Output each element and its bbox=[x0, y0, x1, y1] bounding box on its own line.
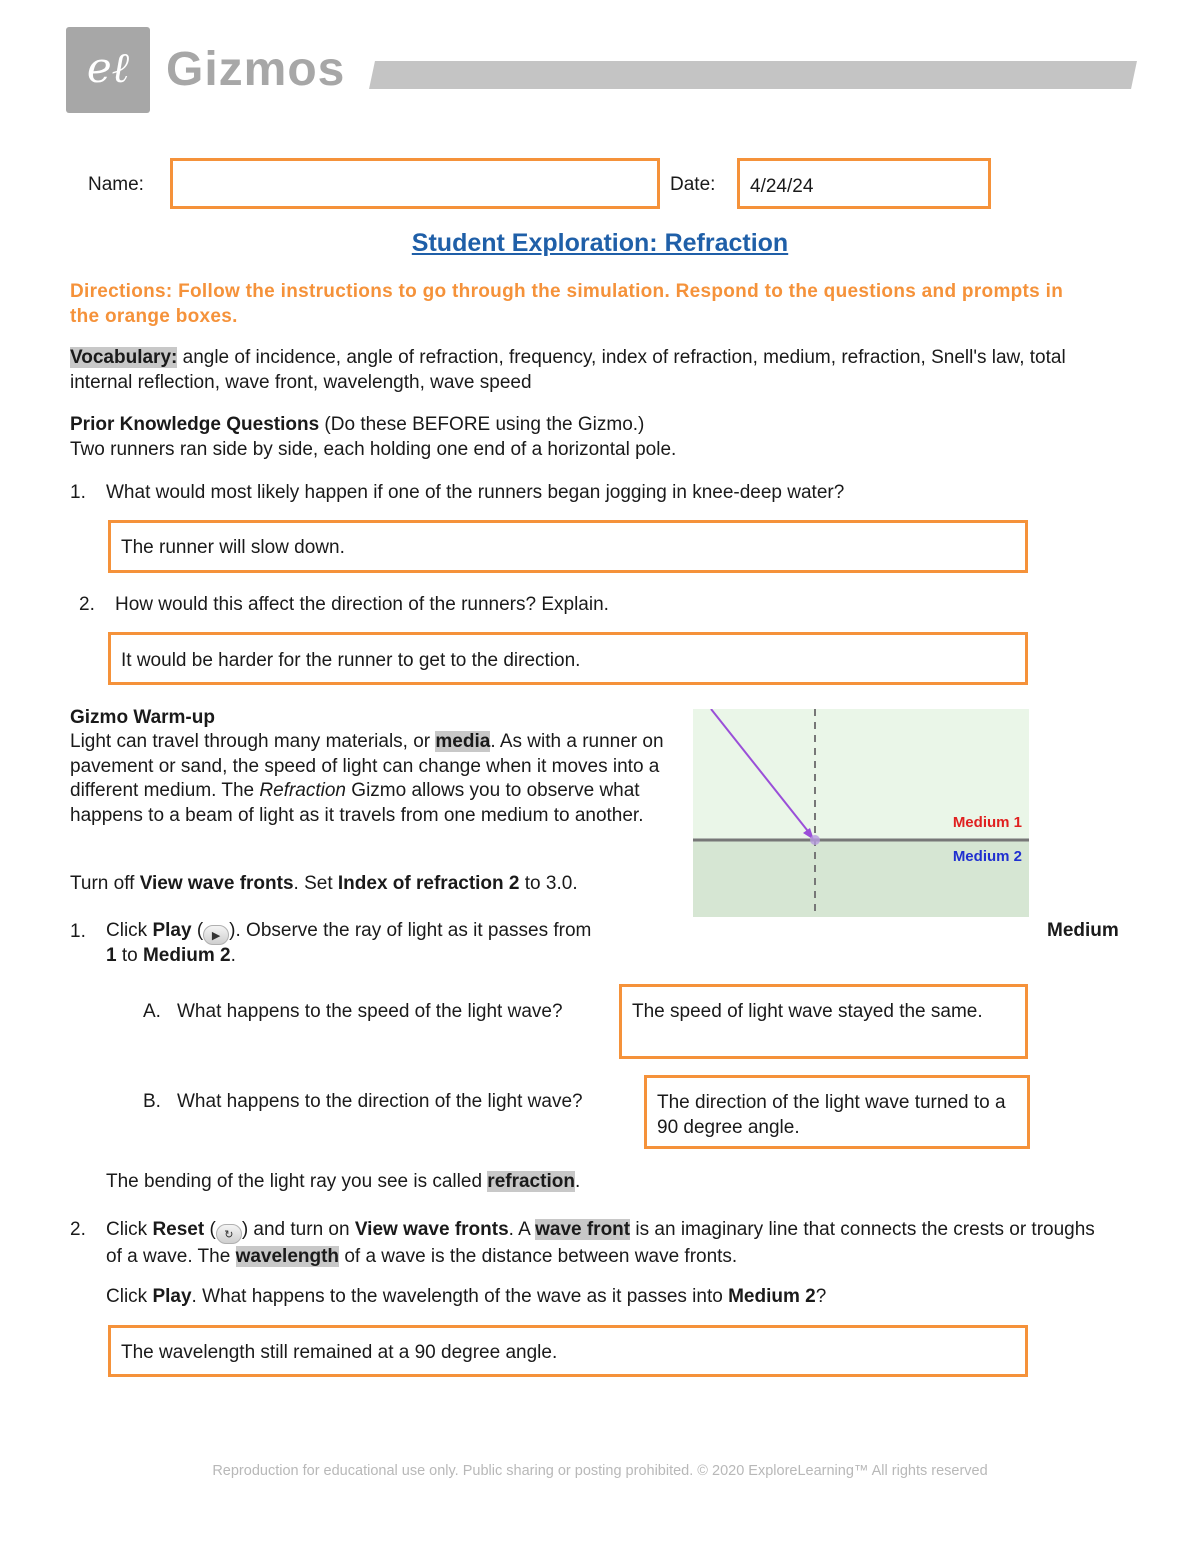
page-title: Student Exploration: Refraction bbox=[411, 229, 789, 257]
answer-wavelength: The wavelength still remained at a 90 degree angle. bbox=[121, 1342, 558, 1363]
footer: Reproduction for educational use only. Public sharing or posting prohibited. © 2020 ExploreLearning™ All rights reserved bbox=[212, 1463, 988, 1479]
step2-paragraph bbox=[106, 1217, 1096, 1269]
warmup-text-c: Gizmo allows you to observe what happens to a beam of light as it travels from one medium to another. bbox=[70, 780, 644, 826]
answer-box-direction[interactable] bbox=[644, 1075, 1030, 1149]
medium-2-label: Medium 2 bbox=[952, 848, 1022, 865]
click-text: Click bbox=[106, 920, 153, 941]
view-wave-fronts-term-2: View wave fronts bbox=[354, 1219, 509, 1240]
qb-text: What happens to the direction of the light wave? bbox=[177, 1091, 583, 1112]
name-field[interactable] bbox=[170, 158, 660, 209]
click-text-2: Click bbox=[106, 1219, 153, 1240]
play-term: Play bbox=[152, 920, 192, 941]
step1-number: 1. bbox=[70, 921, 86, 942]
to-value-text: to 3.0. bbox=[519, 873, 578, 894]
qa-label: A. bbox=[143, 1001, 161, 1022]
wave-front-definition: is an imaginary line that connects the crests or troughs of a wave. The bbox=[106, 1219, 1095, 1267]
step2-question bbox=[106, 1285, 826, 1309]
q1-number: 1. bbox=[70, 482, 86, 503]
reset-term: Reset bbox=[152, 1219, 205, 1240]
answer-direction: The direction of the light wave turned to a 90 degree angle. bbox=[657, 1092, 1006, 1138]
warmup-heading: Gizmo Warm-up bbox=[70, 707, 215, 728]
observe-text: ). Observe the ray of light as it passes from bbox=[229, 920, 592, 941]
date-field[interactable] bbox=[737, 158, 991, 209]
prior-intro: Two runners ran side by side, each holding one end of a horizontal pole. bbox=[70, 439, 677, 460]
refraction-term: refraction bbox=[487, 1171, 575, 1192]
step2-number: 2. bbox=[70, 1219, 86, 1240]
refraction-simulation-image bbox=[693, 709, 1029, 917]
date-value: 4/24/24 bbox=[750, 176, 814, 197]
warmup-text-b: . As with a runner on pavement or sand, the speed of light can change when it moves into a different medium. The bbox=[70, 731, 664, 802]
answer-box-q2[interactable] bbox=[108, 632, 1028, 685]
play-term-2: Play bbox=[152, 1286, 192, 1307]
q1-text: What would most likely happen if one of the runners began jogging in knee-deep water? bbox=[106, 482, 845, 503]
medium-number-1: 1 bbox=[106, 945, 117, 966]
logo-glyph: eℓ bbox=[86, 43, 130, 92]
qa-text: What happens to the speed of the light wave? bbox=[177, 1001, 563, 1022]
header-bar bbox=[369, 61, 1137, 89]
set-text: . Set bbox=[293, 873, 338, 894]
step1-line1 bbox=[106, 919, 591, 945]
answer-box-speed[interactable] bbox=[619, 984, 1028, 1059]
prior-heading-note: (Do these BEFORE using the Gizmo.) bbox=[319, 414, 645, 435]
vocabulary-label: Vocabulary: bbox=[70, 347, 178, 368]
name-label: Name: bbox=[88, 174, 144, 195]
answer-box-q1[interactable] bbox=[108, 520, 1028, 573]
medium-word: Medium bbox=[1047, 920, 1119, 941]
medium-2-term: Medium 2 bbox=[142, 945, 231, 966]
wavelength-definition: of a wave is the distance between wave fronts. bbox=[339, 1246, 738, 1267]
turn-off-text: Turn off bbox=[70, 873, 140, 894]
step1-line2 bbox=[106, 944, 236, 968]
wave-front-term: wave front bbox=[535, 1219, 631, 1240]
click-text-3: Click bbox=[106, 1286, 153, 1307]
paren-open: ( bbox=[191, 920, 204, 941]
to-text: to bbox=[116, 945, 143, 966]
brand-name: Gizmos bbox=[166, 43, 346, 96]
question-mark: ? bbox=[815, 1286, 827, 1307]
play-icon[interactable]: ▶ bbox=[203, 925, 229, 945]
warmup-paragraph bbox=[70, 730, 666, 828]
wavelength-term: wavelength bbox=[235, 1246, 340, 1267]
warmup-text-a: Light can travel through many materials, or bbox=[70, 731, 436, 752]
directions: Directions: Follow the instructions to go through the simulation. Respond to the questions and prompts in the orange boxes. bbox=[70, 281, 1064, 327]
vocabulary bbox=[70, 345, 1130, 395]
medium-1-label: Medium 1 bbox=[952, 814, 1022, 831]
vocabulary-text: angle of incidence, angle of refraction, frequency, index of refraction, medium, refraction, Snell's law, total internal reflection, wave front, wavelength, wave speed bbox=[70, 347, 1066, 393]
simulation-svg bbox=[693, 709, 1029, 917]
answer-q2: It would be harder for the runner to get to the direction. bbox=[121, 650, 581, 671]
answer-q1: The runner will slow down. bbox=[121, 537, 345, 558]
period: . bbox=[230, 945, 236, 966]
turn-on-text: ) and turn on bbox=[241, 1219, 355, 1240]
bending-sentence bbox=[106, 1170, 580, 1194]
media-term: media bbox=[435, 731, 491, 752]
prior-heading: Prior Knowledge Questions bbox=[70, 414, 320, 435]
reset-icon[interactable]: ↻ bbox=[216, 1224, 242, 1244]
index-term: Index of refraction 2 bbox=[337, 873, 520, 894]
refraction-italic: Refraction bbox=[259, 780, 347, 802]
incidence-point bbox=[810, 835, 820, 845]
a-text: . A bbox=[508, 1219, 536, 1240]
explorelearning-logo bbox=[66, 27, 150, 113]
medium-2-term-2: Medium 2 bbox=[728, 1286, 816, 1307]
answer-box-wavelength[interactable] bbox=[108, 1325, 1028, 1377]
wavelength-question: . What happens to the wavelength of the wave as it passes into bbox=[191, 1286, 729, 1307]
answer-speed: The speed of light wave stayed the same. bbox=[632, 1001, 983, 1022]
q2-text: How would this affect the direction of the runners? Explain. bbox=[115, 594, 609, 615]
q2-number: 2. bbox=[79, 594, 95, 615]
warmup-instruction bbox=[70, 872, 578, 896]
prior-knowledge-heading bbox=[70, 412, 1130, 437]
bending-end: . bbox=[574, 1171, 581, 1192]
bending-text: The bending of the light ray you see is called bbox=[106, 1171, 488, 1192]
paren-open-2: ( bbox=[204, 1219, 216, 1240]
view-wave-fronts-term: View wave fronts bbox=[139, 873, 294, 894]
qb-label: B. bbox=[143, 1091, 161, 1112]
date-label: Date: bbox=[670, 174, 716, 195]
